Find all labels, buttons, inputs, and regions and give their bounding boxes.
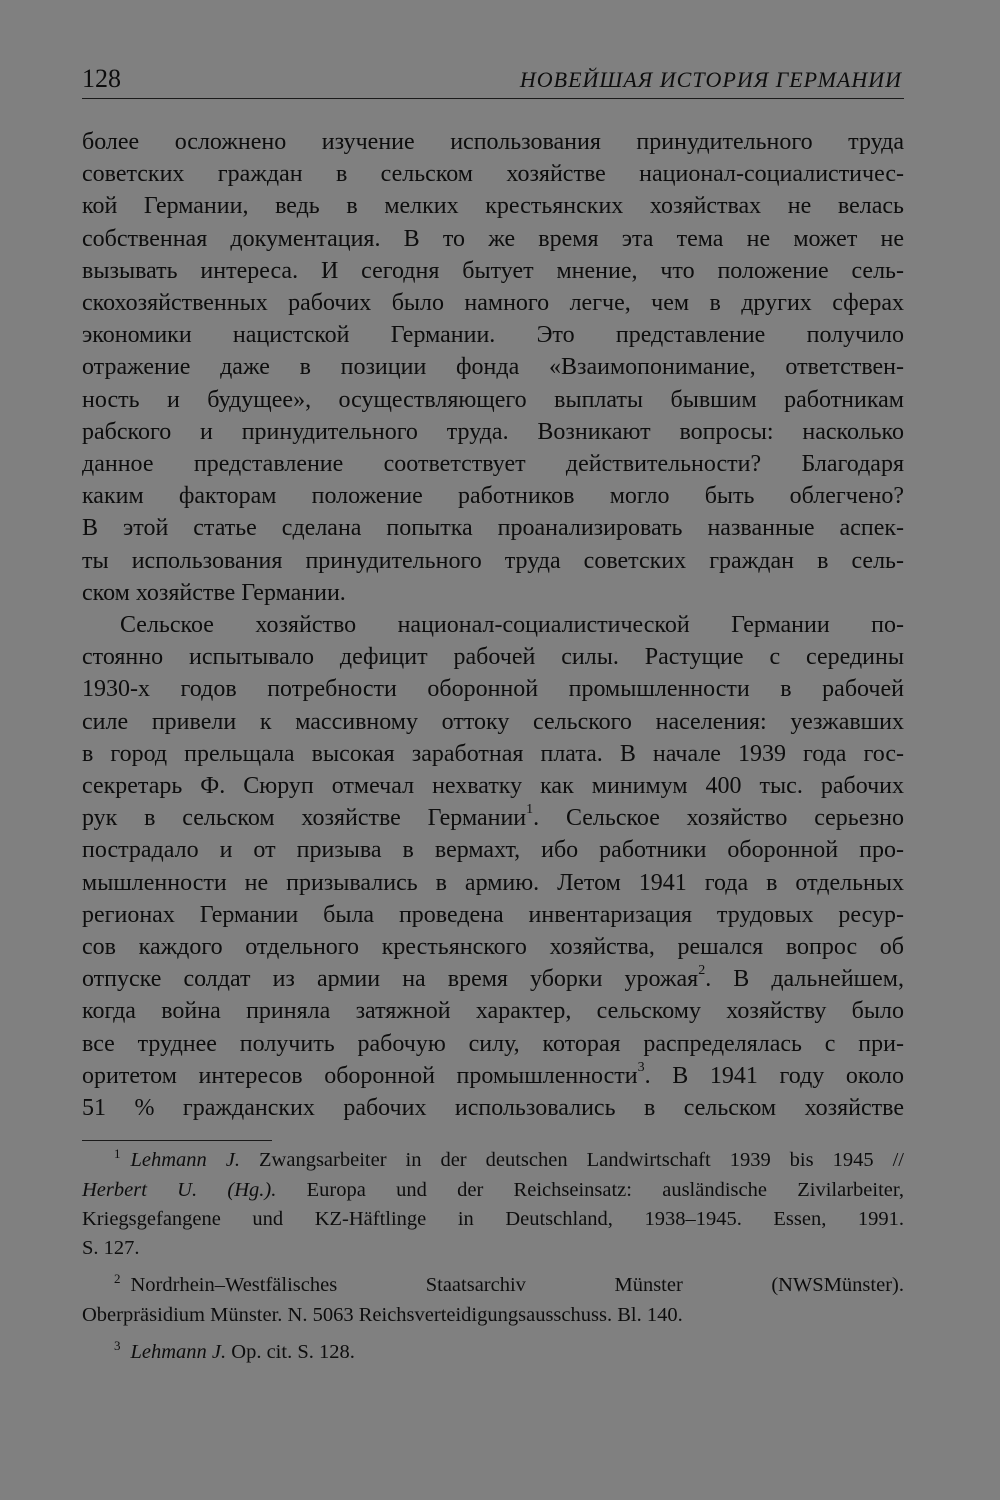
footnote-author: Lehmann J. [130,1149,241,1171]
text-line: мышленности не призывались в армию. Летом 1941 года в отдельных [82,869,904,896]
running-title: НОВЕЙШАЯ ИСТОРИЯ ГЕРМАНИИ [519,67,902,92]
text-line: стоянно испытывало дефицит рабочей силы. Растущие с середины [82,644,904,671]
footnote-text: Nordrhein–Westfälisches Staatsarchiv Münster (NWSMünster). [130,1274,904,1296]
footnote-mark: 3 [114,1338,121,1353]
text-line: более осложнено изучение использования принудительного труда [82,129,904,155]
text-line: данное представление соответствует действительности? Благодаря [82,451,904,478]
footnote-author: Lehmann J. [130,1341,227,1363]
text-segment: . В дальнейшем, [705,966,904,993]
footnote-divider [82,1140,272,1141]
footnote-ref-3[interactable]: 3 [637,1059,645,1075]
text-line: скохозяйственных рабочих было намного легче, чем в других сферах [82,290,904,317]
text-line: В этой статье сделана попытка проанализировать названные аспек- [82,515,904,542]
text-line: рабского и принудительного труда. Возникают вопросы: насколько [82,418,904,445]
page-header [82,62,904,99]
footnote-text: Zwangsarbeiter in der deutschen Landwirtschaft 1939 bis 1945 // [240,1149,904,1171]
text-line: собственная документация. В то же время эта тема не может не [82,225,904,252]
text-line: все труднее получить рабочую силу, которая распределялась с при- [82,1030,904,1057]
footnotes [82,1146,904,1376]
text-line: каким факторам положение работников могло быть облегчено? [82,483,904,510]
page-number: 128 [82,64,121,93]
text-line: ты использования принудительного труда советских граждан в сель- [82,547,904,574]
text-line: секретарь Ф. Сюруп отмечал нехватку как минимум 400 тыс. рабочих [82,773,904,800]
footnote-ref-1[interactable]: 1 [526,802,534,818]
text-line: советских граждан в сельском хозяйстве национал-социалистичес- [82,161,904,188]
footnote-3 [82,1338,904,1368]
text-line: в город прельщала высокая заработная плата. В начале 1939 года гос- [82,740,904,767]
text-line: силе привели к массивному оттоку сельского населения: уезжавших [82,708,904,735]
text-line: вызывать интереса. И сегодня бытует мнение, что положение сель- [82,257,904,284]
footnote-line: Oberpräsidium Münster. N. 5063 Reichsverteidigungsausschuss. Bl. 140. [82,1304,683,1326]
text-line: сов каждого отдельного крестьянского хозяйства, решался вопрос об [82,934,904,961]
footnote-1 [82,1146,904,1263]
footnote-mark: 1 [114,1146,121,1161]
footnote-mark: 2 [114,1271,121,1286]
text-segment: оритетом интересов оборонной промышленности [82,1062,638,1089]
text-line: 51 % гражданских рабочих использовались в сельском хозяйстве [82,1095,904,1122]
main-text [82,126,904,1124]
footnote-2 [82,1271,904,1330]
text-line: ность и будущее», осуществляющего выплаты бывшим работникам [82,386,904,413]
footnote-line [82,1146,904,1176]
text-line: регионах Германии была проведена инвентаризация трудовых ресур- [82,901,904,928]
footnote-line: S. 127. [82,1237,140,1259]
text-line: кой Германии, ведь в мелких крестьянских хозяйствах не велась [82,193,904,220]
text-line: отражение даже в позиции фонда «Взаимопонимание, ответствен- [82,354,904,381]
footnote-ref-2[interactable]: 2 [698,963,706,979]
footnote-text: Op. cit. S. 128. [226,1341,355,1363]
footnote-line [82,1271,904,1301]
text-segment: . В 1941 году около [644,1062,904,1089]
text-line [82,1060,904,1092]
text-line: ском хозяйстве Германии. [82,579,346,606]
text-segment: . Сельское хозяйство серьезно [533,805,905,832]
text-segment: отпуске солдат из армии на время уборки урожая [82,966,699,993]
text-line [82,963,904,995]
text-segment: рук в сельском хозяйстве Германии [82,805,527,832]
text-line: 1930-х годов потребности оборонной промышленности в рабочей [82,676,904,703]
text-line: когда война приняла затяжной характер, сельскому хозяйству было [82,998,904,1025]
footnote-line [82,1338,904,1368]
footnote-line [82,1176,904,1205]
text-line [82,802,904,834]
paragraph-2 [82,609,904,1124]
footnote-text: Europa und der Reichseinsatz: ausländische Zivilarbeiter, [276,1179,904,1201]
footnote-line: Kriegsgefangene und KZ-Häftlinge in Deutschland, 1938–1945. Essen, 1991. [82,1208,904,1230]
text-line: пострадало и от призыва в вермахт, ибо работники оборонной про- [82,837,904,864]
text-line: Сельское хозяйство национал-социалистической Германии по- [120,612,904,639]
footnote-editor: Herbert U. (Hg.). [82,1179,277,1201]
text-line: экономики нацистской Германии. Это представление получило [82,322,904,349]
paragraph-1 [82,126,904,609]
